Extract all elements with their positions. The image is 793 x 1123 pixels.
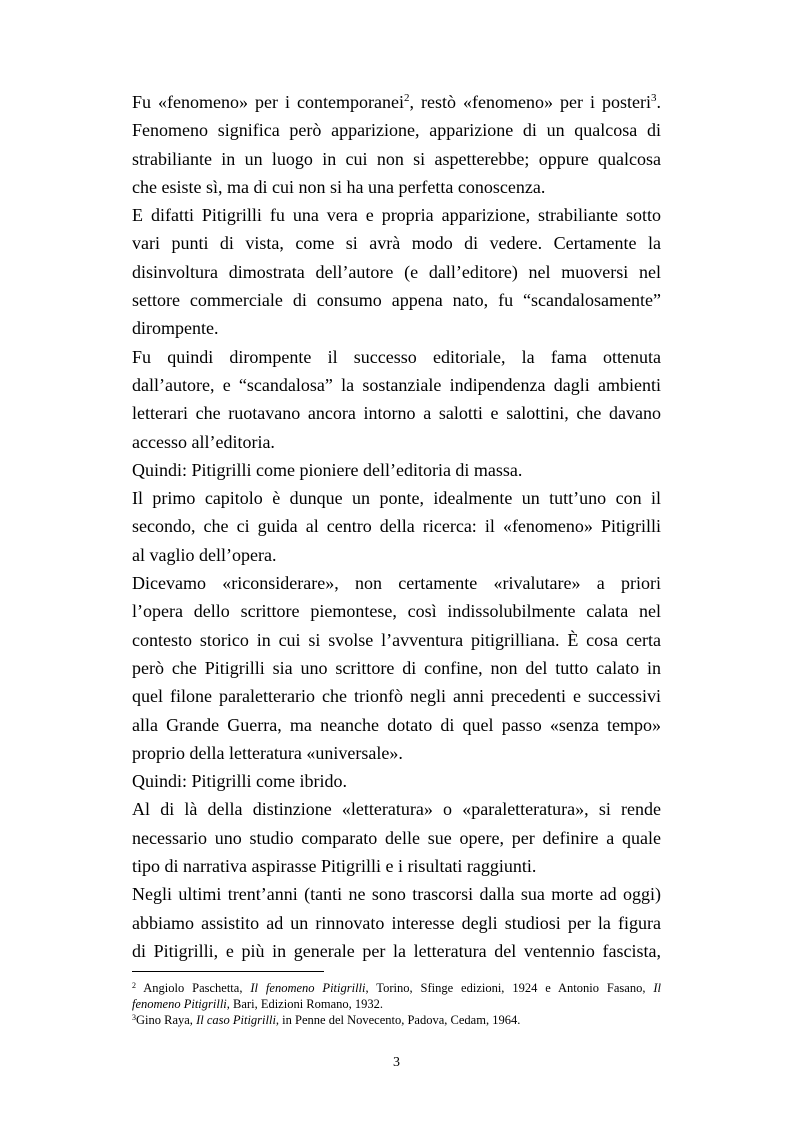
text-line: l’opera dello scrittore piemontese, così indissolubilmente calata nel xyxy=(132,601,661,622)
text-line: proprio della letteratura «universale». xyxy=(132,742,403,763)
footnote-ref-2: 2 xyxy=(403,92,410,104)
footnote-2-line-1: $^2$ Angiolo Paschetta, Il fenomeno Pitigrilli, Torino, Sfinge edizioni, 1924 e Antonio Fasano, Il xyxy=(132,981,661,995)
text-line: disinvoltura dimostrata dell’autore (e dall’editore) nel muoversi nel xyxy=(132,261,661,282)
footnotes xyxy=(132,980,661,1028)
text-line: di Pitigrilli, e più in generale per la letteratura del ventennio fascista, xyxy=(132,940,661,961)
footnote-3: $^3$Gino Raya, Il caso Pitigrilli, in Penne del Novecento, Padova, Cedam, 1964. xyxy=(132,1013,521,1027)
text-line: quel filone paraletterario che trionfò negli anni precedenti e successivi xyxy=(132,686,661,707)
text-line: Dicevamo «riconsiderare», non certamente «rivalutare» a priori xyxy=(132,573,661,594)
text-line: Fu quindi dirompente il successo editoriale, la fama ottenuta xyxy=(132,346,661,367)
text-line: però che Pitigrilli sia uno scrittore di confine, non del tutto calato in xyxy=(132,657,661,678)
text-line: Quindi: Pitigrilli come ibrido. xyxy=(132,771,347,792)
text-line: secondo, che ci guida al centro della ricerca: il «fenomeno» Pitigrilli xyxy=(132,516,661,537)
text-line: Fenomeno significa però apparizione, apparizione di un qualcosa di xyxy=(132,120,661,141)
body-text xyxy=(132,88,661,965)
text-line: Negli ultimi trent’anni (tanti ne sono trascorsi dalla sua morte ad oggi) xyxy=(132,884,661,905)
text-line: abbiamo assistito ad un rinnovato interesse degli studiosi per la figura xyxy=(132,912,661,933)
text-line: contesto storico in cui si svolse l’avventura pitigrilliana. È cosa certa xyxy=(132,629,661,650)
text-line: dall’autore, e “scandalosa” la sostanziale indipendenza dagli ambienti xyxy=(132,374,661,395)
text-line: Fu «fenomeno» per i contemporanei$^2$, restò «fenomeno» per i posteri$^3$. xyxy=(132,92,661,112)
text-line: E difatti Pitigrilli fu una vera e propria apparizione, strabiliante sotto xyxy=(132,205,661,226)
text-line: Il primo capitolo è dunque un ponte, idealmente un tutt’uno con il xyxy=(132,488,661,509)
text-line: Quindi: Pitigrilli come pioniere dell’editoria di massa. xyxy=(132,459,523,480)
footnote-2-line-2: fenomeno Pitigrilli, Bari, Edizioni Romano, 1932. xyxy=(132,997,384,1011)
footnote-separator xyxy=(132,971,324,972)
text-line: letterari che ruotavano ancora intorno a salotti e salottini, che davano xyxy=(132,403,661,424)
text-line: tipo di narrativa aspirasse Pitigrilli e i risultati raggiunti. xyxy=(132,856,537,877)
text-line: necessario uno studio comparato delle sue opere, per definire a quale xyxy=(132,827,661,848)
text-line: strabiliante in un luogo in cui non si aspetterebbe; oppure qualcosa xyxy=(132,148,661,169)
page-number: 3 xyxy=(393,1055,400,1070)
footnote-ref-3: 3 xyxy=(651,92,657,104)
text-line: settore commerciale di consumo appena nato, fu “scandalosamente” xyxy=(132,290,661,311)
text-line: dirompente. xyxy=(132,318,219,339)
text-line: accesso all’editoria. xyxy=(132,431,275,452)
text-line: al vaglio dell’opera. xyxy=(132,544,277,565)
text-line: alla Grande Guerra, ma neanche dotato di quel passo «senza tempo» xyxy=(132,714,661,735)
text-line: Al di là della distinzione «letteratura» o «paraletteratura», si rende xyxy=(132,799,661,820)
text-line: che esiste sì, ma di cui non si ha una perfetta conoscenza. xyxy=(132,176,546,197)
text-line: vari punti di vista, come si avrà modo di vedere. Certamente la xyxy=(132,233,661,254)
